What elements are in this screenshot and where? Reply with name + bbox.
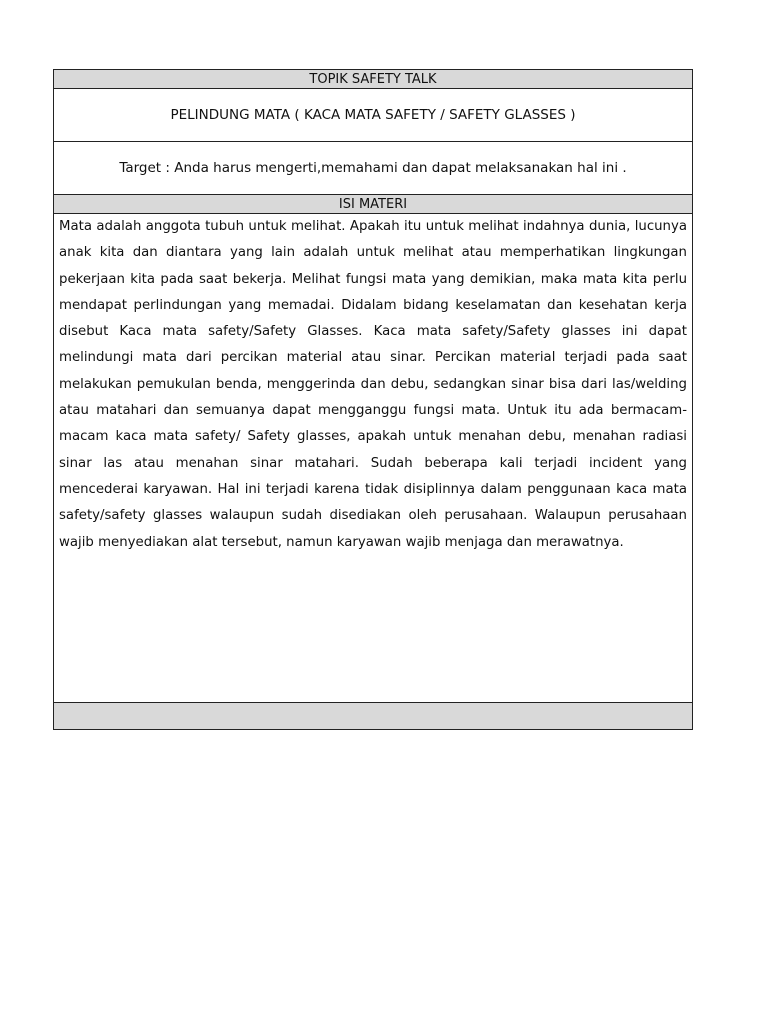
footer-bar	[54, 703, 692, 729]
topic-header: TOPIK SAFETY TALK	[54, 70, 692, 89]
safety-talk-form	[53, 69, 693, 730]
material-paragraph: Mata adalah anggota tubuh untuk melihat. Apakah itu untuk melihat indahnya dunia, lucunya anak kita dan diantara yang lain adalah untuk melihat atau memperhatikan lingkungan pekerjaan kita pada saat bekerja. Melihat fungsi mata yang demikian, maka mata kita perlu mendapat perlindungan yang memadai. Didalam bidang keselamatan dan kesehatan kerja disebut Kaca mata safety/Safety Glasses. Kaca mata safety/Safety glasses ini dapat melindungi mata dari percikan material atau sinar. Percikan material terjadi pada saat melakukan pemukulan benda, menggerinda dan debu, sedangkan sinar bisa dari las/welding atau matahari dan semuanya dapat mengganggu fungsi mata. Untuk itu ada bermacam-macam kaca mata safety/ Safety glasses, apakah untuk menahan debu, menahan radiasi sinar las atau menahan sinar matahari. Sudah beberapa kali terjadi incident yang mencederai karyawan. Hal ini terjadi karena tidak disiplinnya dalam penggunaan kaca mata safety/safety glasses walaupun sudah disediakan oleh perusahaan. Walaupun perusahaan wajib menyediakan alat tersebut, namun karyawan wajib menjaga dan merawatnya.	[59, 219, 687, 550]
document-title: PELINDUNG MATA ( KACA MATA SAFETY / SAFETY GLASSES )	[54, 89, 692, 142]
section-header: ISI MATERI	[54, 195, 692, 214]
material-content	[54, 214, 692, 703]
target-statement: Target : Anda harus mengerti,memahami dan dapat melaksanakan hal ini .	[54, 142, 692, 195]
